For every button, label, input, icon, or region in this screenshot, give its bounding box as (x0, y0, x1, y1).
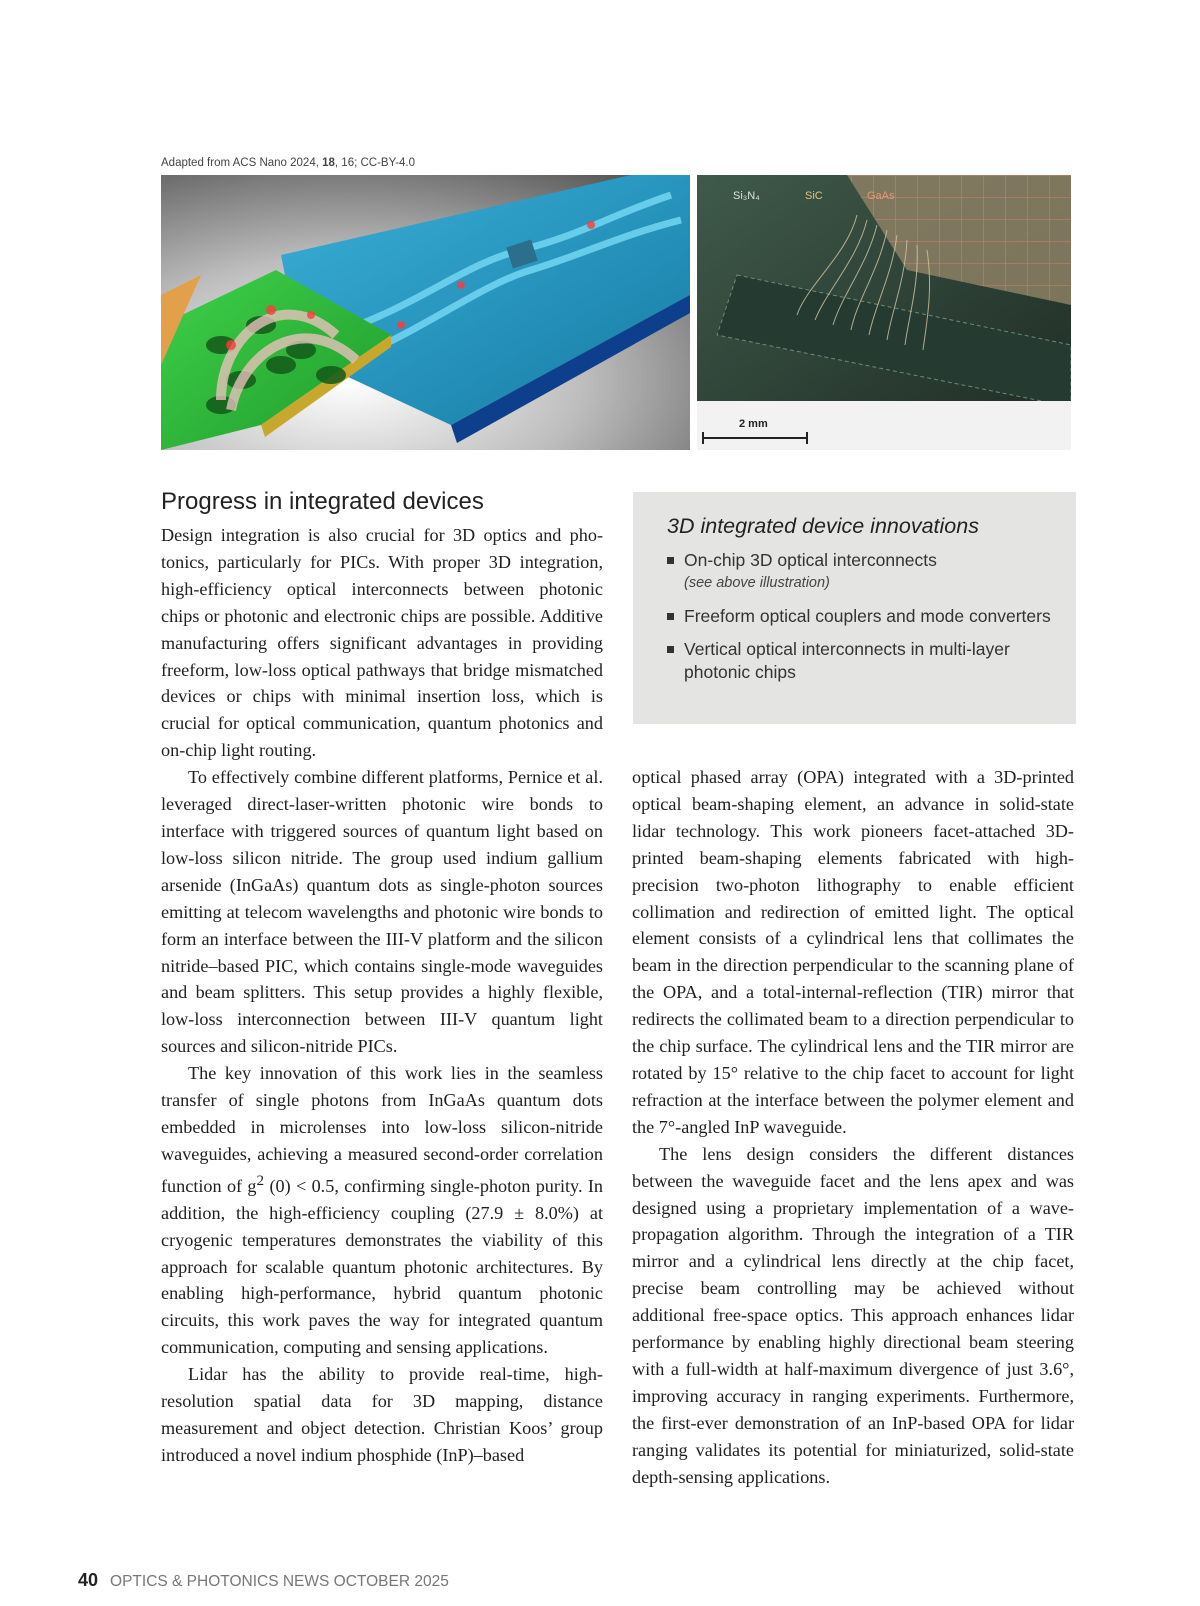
sidebar-box (633, 492, 1076, 724)
superscript: 2 (256, 1171, 265, 1189)
chip-micrograph (697, 175, 1071, 450)
list-item-text: Freeform optical couplers and mode converters (684, 606, 1051, 626)
section-heading: Progress in integrated devices (161, 488, 484, 515)
list-item-text: Vertical optical interconnects in multi-layer photonic chips (684, 639, 1010, 682)
micrograph-label-si3n4: Si₃N₄ (733, 190, 760, 202)
figure-credit (161, 157, 415, 169)
list-item-note: (see above illustration) (684, 575, 830, 591)
credit-suffix: , 16; CC-BY-4.0 (334, 157, 416, 169)
paragraph: The lens design considers the different distances between the waveguide facet and the lens apex and was designed using a proprietary implementation of a wave-propagation algorithm. Through the integration of a TIR mirror and a cylindrical lens directly at the chip facet, precise beam controlling may be achieved without additional free-space optics. This approach enhances lidar performance by enabling highly directional beam steering with a full-width at half-maximum divergence of just 3.6°, improving accuracy in ranging experiments. Furthermore, the first-ever demonstration of an InP-based OPA for lidar ranging validates its potential for miniaturized, solid-state depth-sensing applications. (632, 1143, 1074, 1487)
micrograph-label-sic: SiC (805, 190, 823, 202)
list-item (667, 605, 1056, 628)
paragraph-text: (0) < 0.5, confirming single-photon purity. In addition, the high-efficiency coupling (27.9 ± 8.0%) at cryogenic temperatures demonstrates the viability of this approach for scalable quantum photonic architectures. By enabling high-performance, hybrid quantum photonic circuits, this work paves the way for integrated quantum communication, computing and sensing applications. (161, 1175, 603, 1358)
sidebar-title: 3D integrated device innovations (667, 514, 979, 538)
chip-illustration (161, 175, 690, 450)
list-item (667, 638, 1056, 684)
paragraph: Design integration is also crucial for 3D optics and photonics, particularly for PICs. With proper 3D integration, high-efficiency optical interconnects between photonic chips or photonic and electronic chips are possible. Additive manufacturing offers significant advantages in providing freeform, low-loss optical pathways that bridge mismatched devices or chips with minimal insertion loss, which is crucial for optical communication, quantum photonics and on-chip light routing. (161, 525, 603, 761)
paragraph: optical phased array (OPA) integrated with a 3D-printed optical beam-shaping element, an advance in solid-state lidar technology. This work pioneers facet-attached 3D-printed beam-shaping elements fabricated with high-precision two-photon lithography to enable efficient collimation and redirection of emitted light. The optical element consists of a cylindrical lens that collimates the beam in the direction perpendicular to the scanning plane of the OPA, and a total-internal-reflection (TIR) mirror that redirects the collimated beam to a direction perpendicular to the chip surface. The cylindrical lens and the TIR mirror are rotated by 15° relative to the chip facet to account for light refraction at the interface between the polymer element and the 7°-angled InP waveguide. (632, 767, 1074, 1137)
page-footer (78, 1570, 449, 1591)
credit-volume: 18 (322, 157, 335, 169)
right-column (632, 764, 1074, 1490)
micrograph-label-gaas: GaAs (867, 190, 895, 202)
scale-bar-label: 2 mm (739, 418, 768, 430)
list-item (667, 549, 1056, 595)
publication-name: OPTICS & PHOTONICS NEWS OCTOBER 2025 (110, 1573, 449, 1590)
paragraph: Lidar has the ability to provide real-time, high-resolution spatial data for 3D mapping, distance measurement and object detection. Christian Koos’ group introduced a novel indium phosphide (InP)–based (161, 1364, 603, 1465)
page-number: 40 (78, 1570, 99, 1590)
sidebar-list (667, 549, 1056, 684)
paragraph: To effectively combine different platforms, Pernice et al. leveraged direct-laser-written photonic wire bonds to interface with triggered sources of quantum light based on low-loss silicon nitride. The group used indium gallium arsenide (InGaAs) quantum dots as single-photon sources emitting at telecom wavelengths and photonic wire bonds to form an interface between the III-V platform and the silicon nitride–based PIC, which contains single-mode waveguides and beam splitters. This setup provides a highly flexible, low-loss interconnection between III-V quantum light sources and silicon-nitride PICs. (161, 767, 603, 1057)
list-item-text: On-chip 3D optical interconnects (684, 550, 937, 570)
credit-prefix: Adapted from ACS Nano 2024, (161, 157, 323, 169)
left-column (161, 522, 603, 1469)
paragraph-text: The key innovation of this work lies in the seamless transfer of single photons from InGaAs quantum dots embedded in microlenses into low-loss silicon-nitride waveguides, achieving a measured second-order correlation function of g (161, 1063, 603, 1196)
paragraph (161, 1060, 603, 1361)
